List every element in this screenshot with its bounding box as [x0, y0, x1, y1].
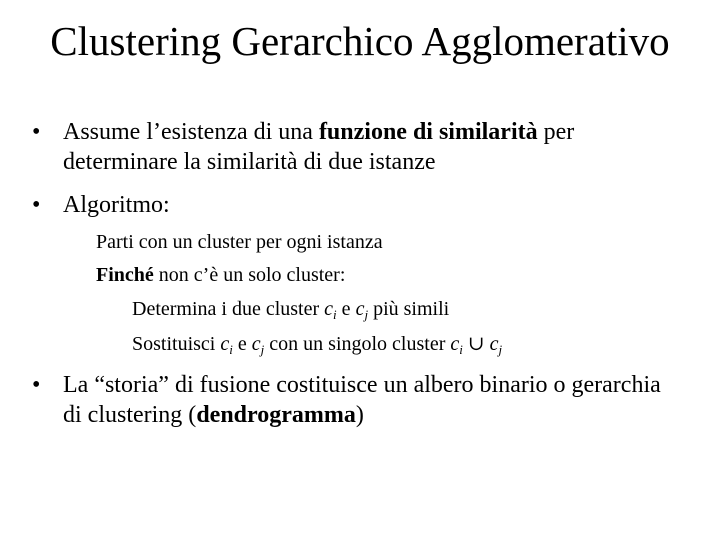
cluster-ci: $c_i$ — [450, 333, 463, 357]
bullet-mark: • — [32, 372, 41, 398]
bullet-similarity-function — [32, 117, 683, 177]
bullet-algorithm — [32, 190, 683, 220]
bullet-mark: • — [32, 192, 41, 218]
slide-title: Clustering Gerarchico Agglomerativo — [50, 18, 670, 64]
cluster-cj: $c_j$ — [489, 333, 503, 357]
algorithm-step-merge: Sostituisci $c_i$ e $c_j$ con un singolo cluster $c_i$ ∪ $c_j$ — [132, 333, 503, 357]
bullet-dendrogram — [32, 370, 683, 430]
cluster-cj: $c_j$ — [251, 333, 265, 357]
bullet-mark: • — [32, 119, 41, 145]
algorithm-step-loop — [96, 262, 345, 288]
union-symbol: ∪ — [462, 333, 490, 355]
bullet3-text-post: ) — [355, 402, 364, 428]
bullet1-text-post: per determinare la similarità di due istanze — [63, 119, 575, 175]
cluster-ci: $c_i$ — [220, 333, 233, 357]
cluster-cj: $c_j$ — [355, 298, 369, 322]
cluster-ci: $c_i$ — [324, 298, 337, 322]
bullet2-text: Algoritmo: — [63, 192, 170, 218]
loop-keyword: Finché — [96, 264, 154, 286]
bullet3-bold-term: dendrogramma — [196, 402, 356, 428]
loop-condition: non c’è un solo cluster: — [153, 264, 346, 286]
bullet1-bold-term: funzione di similarità — [318, 119, 538, 145]
algorithm-step-start: Parti con un cluster per ogni istanza — [96, 231, 383, 253]
bullet1-text-pre: Assume l’esistenza di una — [63, 119, 319, 145]
algorithm-step-find-similar: Determina i due cluster $c_i$ e $c_j$ più simili — [132, 298, 450, 322]
bullet3-text-pre: La “storia” di fusione costituisce un albero binario o gerarchia di clustering ( — [63, 372, 661, 428]
